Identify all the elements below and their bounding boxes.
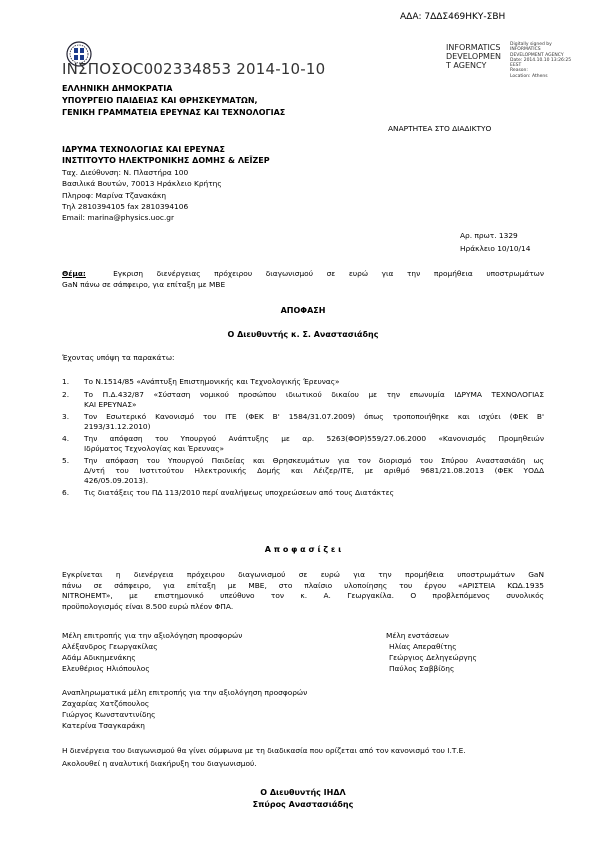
alternate-committee: Αναπληρωματικά μέλη επιτροπής για την αξιολόγηση προσφορών Ζαχαρίας Χατζόπουλος Γιώργος Κωνσταντινίδης Κατερίνα Τσαγκαράκη xyxy=(62,688,308,730)
closing-paragraph: Η διενέργεια του διαγωνισμού θα γίνει σύμφωνα με τη διαδικασία που ορίζεται από τον κανονισμό του Ι.Τ.Ε. Ακολουθεί η αναλυτική διακήρυξη του διαγωνισμού. xyxy=(62,746,466,768)
decides-heading: Α π ο φ α σ ί ζ ε ι xyxy=(264,545,342,554)
digital-signature-details: Digitally signed by INFORMATICS DEVELOPMENT AGENCY Date: 2014.10.10 13:26:25 EEST Reason: Location: Athens xyxy=(510,42,572,79)
having-regard: Έχοντας υπόψη τα παρακάτω: xyxy=(62,353,175,362)
protocol-stamp: ΙΝΣΠΟΣΟC002334853 2014-10-10 xyxy=(62,60,326,78)
list-item: 5. Την απόφαση του Υπουργού Παιδείας και Θρησκευμάτων για τον διορισμό του Σπύρου Αναστασιάδη ως Δ/ντή του Ινστιτούτου Ηλεκτρονικής Δομής και Λέιζερ/ΙΤΕ, με αριθμό 9681/21.08.2013 (ΦΕΚ ΥΟΔΔ 426/05.09.2013). xyxy=(62,456,544,485)
institute-block: ΙΔΡΥΜΑ ΤΕΧΝΟΛΟΓΙΑΣ ΚΑΙ ΕΡΕΥΝΑΣ ΙΝΣΤΙΤΟΥΤΟ ΗΛΕΚΤΡΟΝΙΚΗΣ ΔΟΜΗΣ & ΛΕΪΖΕΡ Ταχ. Διεύθυνση: Ν. Πλαστήρα 100 Βασιλικά Βουτών, 70013 Ηράκλειο Κρήτης Πληροφ: Μαρίνα Τζανακάκη Τηλ 2810394105 fax 2810394106 Email: marina@physics.uoc.gr xyxy=(62,145,270,223)
director-line: Ο Διευθυντής κ. Σ. Αναστασιάδης xyxy=(227,330,379,339)
list-item: 3. Τον Εσωτερικό Κανονισμό του ΙΤΕ (ΦΕΚ Β' 1584/31.07.2009) όπως τροποποιήθηκε και ισχύει (ΦΕΚ Β' 2193/31.12.2010) xyxy=(62,412,544,431)
agency-name: INFORMATICS DEVELOPMEN T AGENCY xyxy=(446,43,501,70)
institute-name-2: ΙΝΣΤΙΤΟΥΤΟ ΗΛΕΚΤΡΟΝΙΚΗΣ ΔΟΜΗΣ & ΛΕΪΖΕΡ xyxy=(62,156,270,166)
approval-paragraph: Εγκρίνεται η διενέργεια πρόχειρου διαγωνισμού σε ευρώ για την προμήθεια υποστρωμάτων GaN πάνω σε σάπφειρο, για επίταξη με MBE, στο πλαίσιο υλοποίησης του έργου «ΑΡΙΣΤΕΙΑ ΚΩΔ.1935 NITROHEMT», με επιστημονικό υπεύθυνο τον κ. Α. Γεωργακίλα. Ο προβλεπόμενος συνολικός προϋπολογισμός είναι 8.500 ευρώ πλέον ΦΠΑ. xyxy=(62,570,544,611)
institute-name-1: ΙΔΡΥΜΑ ΤΕΧΝΟΛΟΓΙΑΣ ΚΑΙ ΕΡΕΥΝΑΣ xyxy=(62,145,225,154)
reference-block xyxy=(460,230,530,255)
eval-committee-title: Μέλη επιτροπής για την αξιολόγηση προσφορών xyxy=(62,631,243,640)
objection-committee-title: Μέλη ενστάσεων xyxy=(386,631,449,640)
list-item: 4. Την απόφαση του Υπουργού Ανάπτυξης με αρ. 5263(ΦΟΡ)559/27.06.2000 «Κανονισμός Προμηθειών Ιδρύματος Τεχνολογίας και Έρευνας» xyxy=(62,434,544,453)
considerations-list xyxy=(62,377,544,498)
subject-label: Θέμα: xyxy=(62,269,86,278)
signature-title: Ο Διευθυντής ΙΗΔΛ xyxy=(260,788,346,797)
protocol-number: Αρ. πρωτ. 1329 xyxy=(460,231,518,240)
list-item: 1. Το Ν.1514/85 «Ανάπτυξη Επιστημονικής και Τεχνολογικής Έρευνας» xyxy=(62,377,340,386)
list-item: 6. Τις διατάξεις του ΠΔ 113/2010 περί αναλήψεως υποχρεώσεων από τους Διατάκτες xyxy=(62,488,394,497)
place-date: Ηράκλειο 10/10/14 xyxy=(460,243,531,253)
list-item: 2. Το Π.Δ.432/87 «Σύσταση νομικού προσώπου ιδιωτικού δικαίου με την επωνυμία ΙΔΡΥΜΑ ΤΕΧΝΟΛΟΓΙΑΣ ΚΑΙ ΕΡΕΥΝΑΣ» xyxy=(62,390,544,409)
signature-block xyxy=(62,787,544,811)
objection-committee: Μέλη ενστάσεων Ηλίας Απεραθίτης Γεώργιος Δεληγεώργης Παύλος Σαββίδης xyxy=(386,631,477,673)
decision-title: ΑΠΟΦΑΣΗ xyxy=(280,306,326,315)
subject: Θέμα: Εγκριση διενέργειας πρόχειρου διαγωνισμού σε ευρώ για την προμήθεια υποστρωμάτων GaN πάνω σε σάπφειρο, για επίταξη με MBE xyxy=(62,269,544,289)
posting-note: ΑΝΑΡΤΗΤΕΑ ΣΤΟ ΔΙΑΔΙΚΤΥΟ xyxy=(388,124,492,133)
signature-name: Σπύρος Αναστασιάδης xyxy=(252,800,354,809)
ada-code: ΑΔΑ: 7ΔΔΣ469ΗΚΥ-ΣΒΗ xyxy=(400,12,506,22)
alt-committee-title: Αναπληρωματικά μέλη επιτροπής για την αξιολόγηση προσφορών xyxy=(62,688,308,697)
ministry-header: ΕΛΛΗΝΙΚΗ ΔΗΜΟΚΡΑΤΙΑ ΥΠΟΥΡΓΕΙΟ ΠΑΙΔΕΙΑΣ ΚΑΙ ΘΡΗΣΚΕΥΜΑΤΩΝ, ΓΕΝΙΚΗ ΓΡΑΜΜΑΤΕΙΑ ΕΡΕΥΝΑΣ ΚΑΙ ΤΕΧΝΟΛΟΓΙΑΣ xyxy=(62,84,286,117)
evaluation-committee: Μέλη επιτροπής για την αξιολόγηση προσφορών Αλέξανδρος Γεωργακίλας Αδάμ Αδικημενάκης Ελευθέριος Ηλιόπουλος xyxy=(62,631,243,673)
